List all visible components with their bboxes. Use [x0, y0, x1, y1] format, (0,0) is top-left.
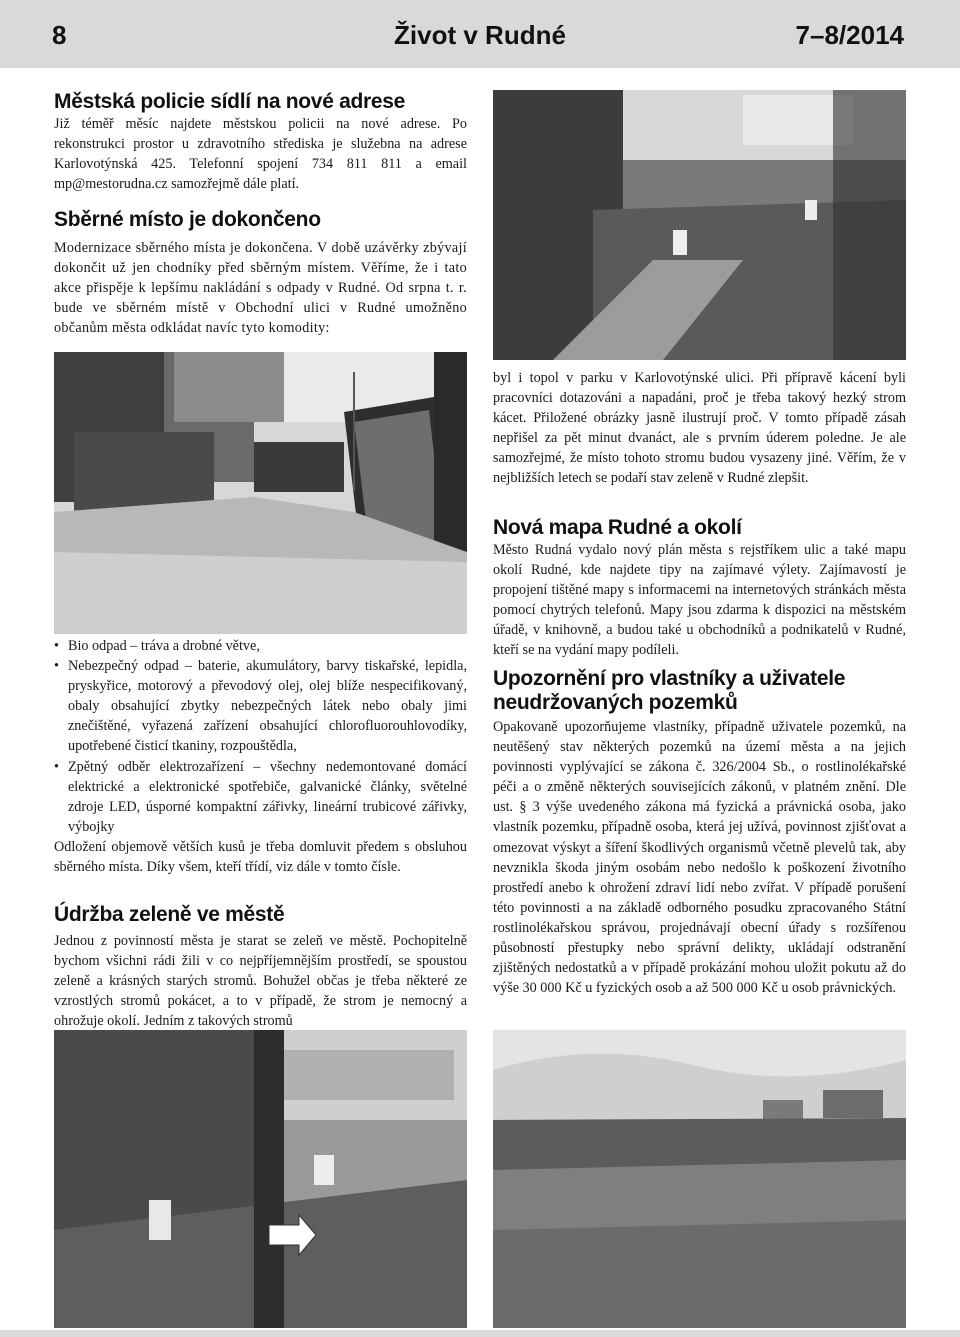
collection-site-photo [54, 352, 467, 634]
collection-article-bottom [54, 636, 467, 877]
owners-heading: Upozornění pro vlastníky a uživatele neudržovaných pozemků [493, 667, 846, 714]
issue-number: 7–8/2014 [795, 20, 904, 50]
collection-heading: Sběrné místo je dokončeno [54, 208, 321, 231]
collection-closing: Odložení objemově větších kusů je třeba domluvit předem s obsluhou sběrného místa. Díky všem, kteří třídí, viz dále v tomto čísle. [54, 838, 467, 876]
police-article [54, 90, 467, 194]
owners-article [493, 667, 906, 998]
police-text: Již téměř měsíc najdete městskou policii na nové adrese. Po rekonstrukci prostor u zdravotního střediska je služebna na adrese Karlovotýnská 425. Telefonní spojení 734 811 811 a email mp@mestorudna.cz samozřejmě dále platí. [54, 116, 467, 193]
greenery-article [54, 903, 467, 1031]
map-heading: Nová mapa Rudné a okolí [493, 516, 742, 539]
page-number: 8 [52, 20, 67, 50]
map-article [493, 516, 906, 661]
greenery-continuation [493, 368, 906, 489]
collection-article-top [54, 208, 467, 338]
owners-text: Opakovaně upozorňujeme vlastníky, případně uživatele pozemků, na neutěšený stav některých pozemků na území města a na jejich povinnosti vyplývající se zákona č. 326/2004 Sb., o rostlinolékařské péči a o změně některých souvisejících zákonů, v platném znění. Dle ust. § 3 výše uvedeného zákona má fyzická a právnická osoba, jako vlastník pozemku, případně osoba, která jej užívá, povinnost zjišťovat a omezovat výskyt a šíření škodlivých organismů včetně plevelů tak, aby nevznikla škoda jiným osobám nebo nedošlo k poškození životního prostředí anebo k ohrožení zdraví lidí nebo zvířat. V případě porušení této povinnosti a na základě odborného posudku zpracovaného Státní rostlinolékařskou správou, projednávají obecní úřady s rozšířenou působností přestupky nebo správní delikty, ukládají odstranění zjištěných nedostatků a v případě prokázání mohou uložit pokutu až do výše 30 000 Kč u fyzických osob a až 500 000 Kč u osob právnických. [493, 719, 906, 997]
bottom-rule [0, 1330, 960, 1337]
tree-cutting-photo [54, 1030, 467, 1328]
list-item: • Bio odpad – tráva a drobné větve, [54, 636, 467, 656]
commodities-list [54, 636, 467, 837]
list-item: • Zpětný odběr elektrozařízení – všechny nedemontované domácí elektrické a elektronické spotřebiče, galvanické články, světelné zdroje LED, úsporné kompaktní zářivky, lineární trubicové zářivky, výbojky [54, 757, 467, 837]
list-item: • Nebezpečný odpad – baterie, akumulátory, barvy tiskařské, lepidla, pryskyřice, motorový a převodový olej, olej blíže nespecifikovaný, obaly obsahující zbytky nebezpečných látek nebo obaly jimi znečištěné, vyřazená zařízení obsahující chlorofluorouhlovodíky, upotřebené čisticí tkaniny, rozpouštědla, [54, 656, 467, 756]
police-heading: Městská policie sídlí na nové adrese [54, 90, 406, 113]
park-trees-photo [493, 90, 906, 360]
page-header [0, 0, 960, 68]
map-text: Město Rudná vydalo nový plán města s rejstříkem ulic a také mapu okolí Rudné, kde najdete tipy na zajímavé výlety. Zajímavostí je propojení tištěné mapy s informacemi na internetových stránkách města pomocí chytrých telefonů. Mapy jsou zdarma k dispozici na městském úřadě, v knihovně, a budou také u obchodníků a podnikatelů v Rudné, kteří se na vydání mapy podíleli. [493, 542, 906, 659]
greenery-text: Jednou z povinností města je starat se zeleň ve městě. Pochopitelně bychom všichni rádi žili v co nejpříjemnějším prostředí, se spoustou zeleně a krásných starých stromů. Bohužel občas je třeba některé ze vzrostlých stromů pokácet, a to v případě, že strom je nemocný a ohrožuje okolí. Jedním z takových stromů [54, 933, 467, 1030]
greenery-heading: Údržba zeleně ve městě [54, 903, 285, 926]
publication-title: Život v Rudné [394, 20, 566, 50]
collection-text: Modernizace sběrného místa je dokončena. V době uzávěrky zbývají dokončit už jen chodníky před sběrným místem. Věříme, že i tato akce přispěje k lepšímu nakládání s odpady v Rudné. Od srpna t. r. bude ve sběrném místě v Obchodní ulici v Rudné umožněno občanům města odkládat navíc tyto komodity: [54, 240, 467, 337]
greenery-continuation-text: byl i topol v parku v Karlovotýnské ulici. Při přípravě kácení byli pracovníci dotazováni a napadáni, proč je třeba takový hezký strom kácet. Přiložené obrázky jasně ilustrují proč. V tomto případě zásah nepřišel za pět minut dvanáct, ale s prvním úderem poledne. Je ale samozřejmé, že místo tohoto stromu budou vysazeny jiné. Věřím, že v nejbližších letech se podaří stav zeleně v Rudné zlepšit. [493, 370, 906, 487]
overgrown-plot-photo [493, 1030, 906, 1328]
